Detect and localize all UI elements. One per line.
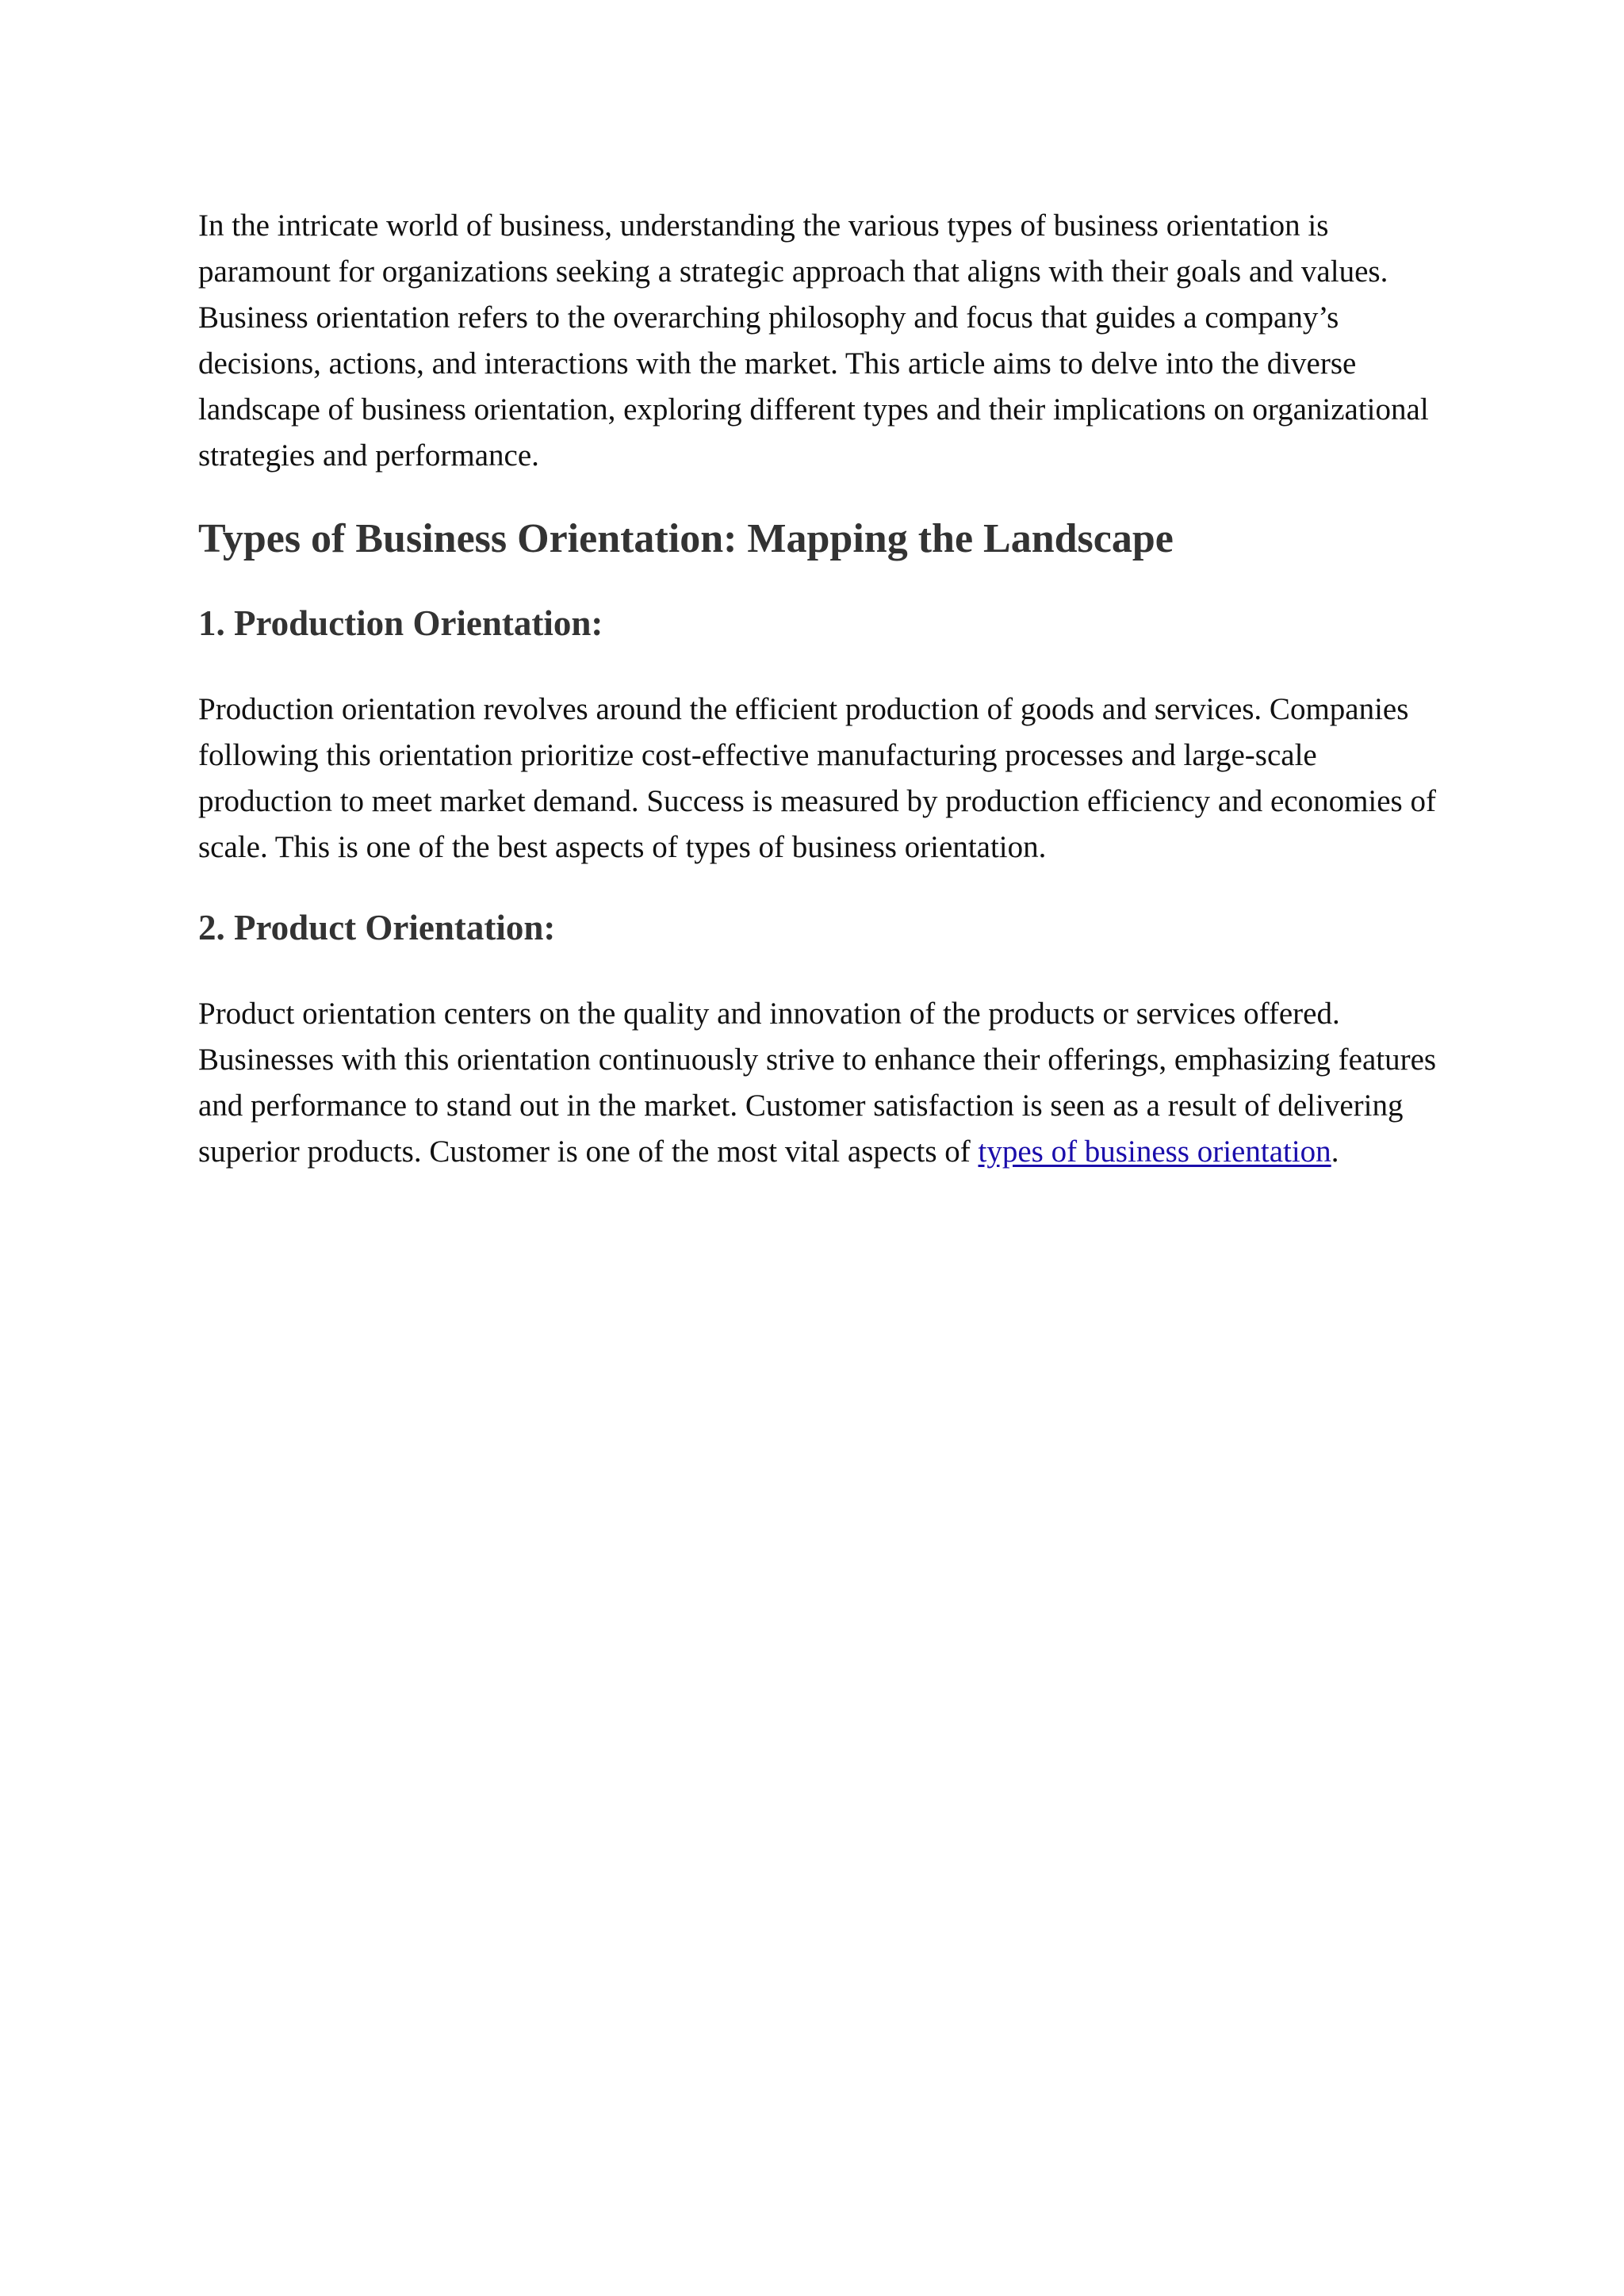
types-of-business-orientation-link[interactable]: types of business orientation <box>978 1135 1331 1169</box>
production-orientation-paragraph: Production orientation revolves around the efficient production of goods and services. Companies following this orientation prioritize cost-effective manufacturing processes and large-scale production to meet market demand. Success is measured by production efficiency and economies of scale. This is one of the best aspects of types of business orientation. <box>198 692 1436 864</box>
article-content <box>198 203 1443 1175</box>
product-orientation-text: Product orientation centers on the quality and innovation of the products or services offered. Businesses with this orientation continuously strive to enhance their offerings, emphasizing features and performance to stand out in the market. Customer satisfaction is seen as a result of delivering superior products. Customer is one of the most vital aspects of <box>198 997 1437 1169</box>
product-orientation-heading: 2. Product Orientation: <box>198 908 556 947</box>
main-heading: Types of Business Orientation: Mapping the Landscape <box>198 516 1174 561</box>
production-orientation-heading: 1. Production Orientation: <box>198 603 603 643</box>
intro-paragraph: In the intricate world of business, understanding the various types of business orientation is paramount for organizations seeking a strategic approach that aligns with their goals and values. Business orientation refers to the overarching philosophy and focus that guides a company’s decisions, actions, and interactions with the market. This article aims to delve into the diverse landscape of business orientation, exploring different types and their implications on organizational strategies and performance. <box>198 209 1429 473</box>
product-orientation-paragraph <box>198 991 1443 1175</box>
product-orientation-text-end: . <box>1331 1135 1339 1169</box>
